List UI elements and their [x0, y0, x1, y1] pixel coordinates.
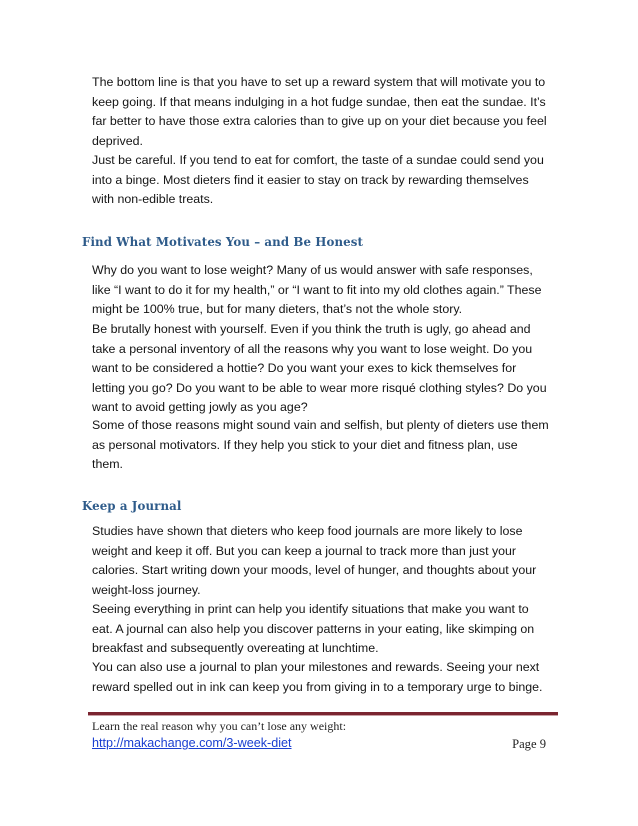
intro-paragraph-1: The bottom line is that you have to set up a reward system that will motivate you to keep going. If that means indulging in a hot fudge sundae, then eat the sundae. It’s far better to have those extra calories than to give up on your diet because you feel deprived.: [92, 75, 547, 148]
section-heading-motivates: Find What Motivates You – and Be Honest: [82, 235, 364, 249]
motivates-paragraph-1: Why do you want to lose weight? Many of us would answer with safe responses, like “I want to do it for my health,” or “I want to fit into my old clothes again.” These might be 100% true, but for many dieters, that’s not the whole story.: [92, 263, 542, 316]
footer-link[interactable]: http://makachange.com/3-week-diet: [92, 736, 292, 750]
motivates-paragraph-2: Be brutally honest with yourself. Even if you think the truth is ugly, go ahead and take a personal inventory of all the reasons why you want to lose weight. Do you want to be considered a hottie? Do you want your exes to kick themselves for letting you go? Do you want to be able to wear more risqué clothing styles? Do you want to avoid getting jowly as you age?: [92, 322, 547, 414]
footer-text: Learn the real reason why you can’t lose any weight:: [92, 719, 347, 733]
footer-divider: [88, 712, 558, 716]
journal-paragraph-1: Studies have shown that dieters who keep food journals are more likely to lose weight and keep it off. But you can keep a journal to track more than just your calories. Start writing down your moods, level of hunger, and thoughts about your weight-loss journey.: [92, 524, 537, 597]
journal-paragraph-2: Seeing everything in print can help you identify situations that make you want to eat. A journal can also help you discover patterns in your eating, like skimping on breakfast and subsequently overeating at lunchtime.: [92, 602, 535, 655]
intro-paragraph-2: Just be careful. If you tend to eat for comfort, the taste of a sundae could send you into a binge. Most dieters find it easier to stay on track by rewarding themselves with non-edible treats.: [92, 153, 544, 206]
page-number: Page 9: [512, 737, 546, 751]
section-heading-journal: Keep a Journal: [82, 499, 182, 513]
journal-paragraph-3: You can also use a journal to plan your milestones and rewards. Seeing your next reward spelled out in ink can keep you from giving in to a temporary urge to binge.: [92, 660, 543, 694]
motivates-paragraph-3: Some of those reasons might sound vain and selfish, but plenty of dieters use them as personal motivators. If they help you stick to your diet and fitness plan, use them.: [92, 418, 549, 471]
